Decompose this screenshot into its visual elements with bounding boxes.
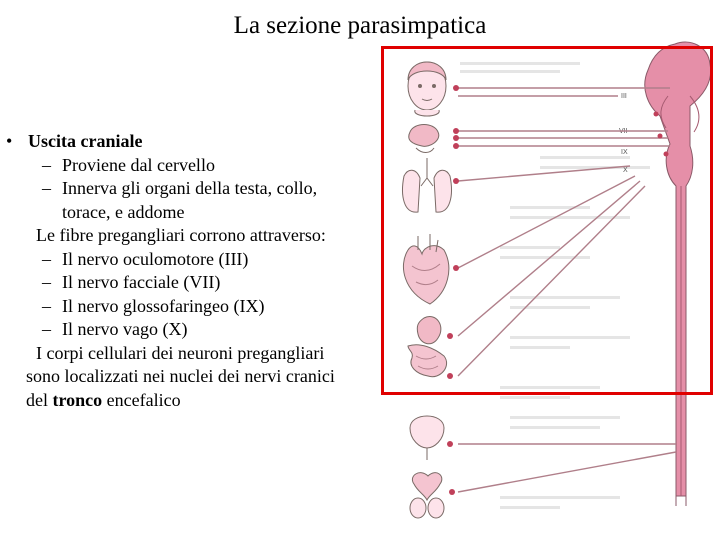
nerve-label: VII [619,128,628,135]
nerve-label: X [623,167,628,174]
intro-text: Le fibre pregangliari corrono attraverso: [36,225,326,245]
list-item-continuation: torace, e addome [62,201,185,222]
bullet-heading: Uscita craniale [28,131,143,151]
list-item: – Il nervo vago (X) [42,319,188,339]
list-item: – Innerva gli organi della testa, collo, [42,178,318,198]
list-item: – Il nervo facciale (VII) [42,272,221,292]
list-item: – Il nervo glossofaringeo (IX) [42,295,265,316]
reproductive-figure [410,473,444,518]
highlight-box [381,46,713,395]
closing-text: del tronco encefalico [26,389,181,410]
nerve-label: IX [621,149,628,156]
bladder-figure [410,416,444,460]
list-item: – Proviene dal cervello [42,154,215,175]
closing-text: sono localizzati nei nuclei dei nervi cranici [26,366,335,386]
bullet-heading-line [6,130,386,154]
slide-body [6,130,386,412]
nerve-label: III [621,93,627,100]
closing-text: I corpi cellulari dei neuroni pregangliari [36,342,325,363]
slide-title: La sezione parasimpatica [233,12,487,39]
bullet-marker: • [6,131,13,151]
list-item: – Il nervo oculomotore (III) [42,248,249,269]
